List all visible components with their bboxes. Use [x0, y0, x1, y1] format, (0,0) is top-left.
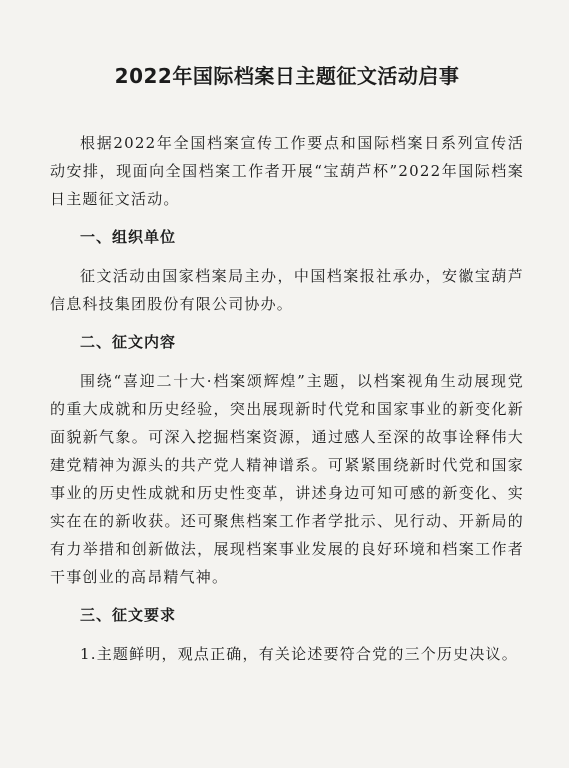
section-text-requirements: 1.主题鲜明，观点正确，有关论述要符合党的三个历史决议。 — [80, 645, 518, 663]
section-heading-organizer: 一、组织单位 — [80, 228, 177, 246]
intro-paragraph: 根据2022年全国档案宣传工作要点和国际档案日系列宣传活动安排，现面向全国档案工作者开展“宝葫芦杯”2022年国际档案日主题征文活动。 — [50, 134, 524, 208]
section-text-organizer: 征文活动由国家档案局主办，中国档案报社承办，安徽宝葫芦信息科技集团股份有限公司协办。 — [50, 267, 524, 313]
section-heading-requirements: 三、征文要求 — [80, 606, 177, 624]
section-text-content: 围绕“喜迎二十大·档案颂辉煌”主题，以档案视角生动展现党的重大成就和历史经验，突出展现新时代党和国家事业的新变化新面貌新气象。可深入挖掘档案资源，通过感人至深的故事诠释伟大建党精神为源头的共产党人精神谱系。可紧紧围绕新时代党和国家事业的历史性成就和历史性变革，讲述身边可知可感的新变化、实实在在的新收获。还可聚焦档案工作者学批示、见行动、开新局的有力举措和创新做法，展现档案事业发展的良好环境和档案工作者干事创业的高昂精气神。 — [50, 372, 524, 586]
document-title: 2022年国际档案日主题征文活动启事 — [114, 64, 460, 88]
section-heading-content: 二、征文内容 — [80, 333, 177, 351]
